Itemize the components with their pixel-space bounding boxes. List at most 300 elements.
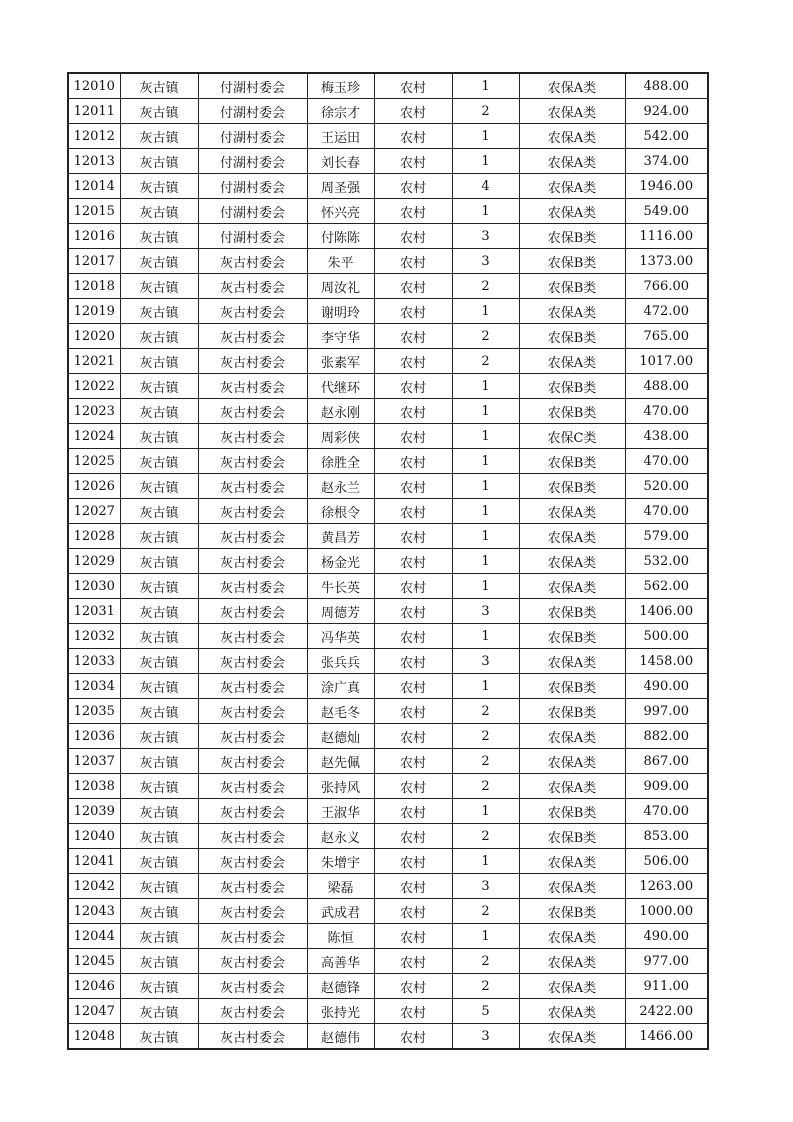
table-row bbox=[68, 799, 708, 824]
village-committee-cell: 灰古村委会 bbox=[198, 274, 307, 299]
village-committee-cell: 灰古村委会 bbox=[198, 749, 307, 774]
town-cell: 灰古镇 bbox=[120, 874, 198, 899]
village-committee-cell: 灰古村委会 bbox=[198, 774, 307, 799]
insurance-category-cell: 农保A类 bbox=[519, 299, 625, 324]
village-committee-cell: 灰古村委会 bbox=[198, 549, 307, 574]
town-cell: 灰古镇 bbox=[120, 549, 198, 574]
insurance-category-cell: 农保B类 bbox=[519, 474, 625, 499]
table-row bbox=[68, 674, 708, 699]
insurance-category-cell: 农保A类 bbox=[519, 749, 625, 774]
household-count-cell: 2 bbox=[452, 99, 519, 124]
table-row bbox=[68, 299, 708, 324]
household-count-cell: 2 bbox=[452, 974, 519, 999]
village-committee-cell: 付湖村委会 bbox=[198, 124, 307, 149]
household-count-cell: 4 bbox=[452, 174, 519, 199]
amount-cell: 1458.00 bbox=[625, 649, 708, 674]
record-id-cell: 12032 bbox=[68, 624, 120, 649]
amount-cell: 909.00 bbox=[625, 774, 708, 799]
table-row bbox=[68, 149, 708, 174]
area-type-cell: 农村 bbox=[374, 624, 452, 649]
insurance-category-cell: 农保B类 bbox=[519, 274, 625, 299]
town-cell: 灰古镇 bbox=[120, 424, 198, 449]
record-id-cell: 12034 bbox=[68, 674, 120, 699]
area-type-cell: 农村 bbox=[374, 849, 452, 874]
household-count-cell: 1 bbox=[452, 549, 519, 574]
name-cell: 陈恒 bbox=[307, 924, 374, 949]
village-committee-cell: 灰古村委会 bbox=[198, 649, 307, 674]
village-committee-cell: 灰古村委会 bbox=[198, 999, 307, 1024]
table-row bbox=[68, 349, 708, 374]
village-committee-cell: 灰古村委会 bbox=[198, 574, 307, 599]
amount-cell: 490.00 bbox=[625, 924, 708, 949]
amount-cell: 549.00 bbox=[625, 199, 708, 224]
area-type-cell: 农村 bbox=[374, 149, 452, 174]
table-row bbox=[68, 424, 708, 449]
insurance-category-cell: 农保B类 bbox=[519, 824, 625, 849]
record-id-cell: 12027 bbox=[68, 499, 120, 524]
table-body bbox=[68, 73, 708, 1049]
insurance-category-cell: 农保A类 bbox=[519, 549, 625, 574]
name-cell: 周圣强 bbox=[307, 174, 374, 199]
record-id-cell: 12021 bbox=[68, 349, 120, 374]
name-cell: 周汝礼 bbox=[307, 274, 374, 299]
table-row bbox=[68, 699, 708, 724]
insurance-category-cell: 农保A类 bbox=[519, 924, 625, 949]
household-count-cell: 1 bbox=[452, 799, 519, 824]
record-id-cell: 12040 bbox=[68, 824, 120, 849]
area-type-cell: 农村 bbox=[374, 474, 452, 499]
amount-cell: 470.00 bbox=[625, 799, 708, 824]
town-cell: 灰古镇 bbox=[120, 899, 198, 924]
name-cell: 赵先佩 bbox=[307, 749, 374, 774]
town-cell: 灰古镇 bbox=[120, 499, 198, 524]
record-id-cell: 12023 bbox=[68, 399, 120, 424]
name-cell: 冯华英 bbox=[307, 624, 374, 649]
insurance-category-cell: 农保A类 bbox=[519, 349, 625, 374]
village-committee-cell: 付湖村委会 bbox=[198, 99, 307, 124]
village-committee-cell: 灰古村委会 bbox=[198, 824, 307, 849]
name-cell: 王淑华 bbox=[307, 799, 374, 824]
name-cell: 赵永兰 bbox=[307, 474, 374, 499]
insurance-category-cell: 农保A类 bbox=[519, 174, 625, 199]
household-count-cell: 1 bbox=[452, 674, 519, 699]
table-row bbox=[68, 724, 708, 749]
amount-cell: 1406.00 bbox=[625, 599, 708, 624]
household-count-cell: 3 bbox=[452, 224, 519, 249]
record-id-cell: 12011 bbox=[68, 99, 120, 124]
area-type-cell: 农村 bbox=[374, 599, 452, 624]
village-committee-cell: 灰古村委会 bbox=[198, 349, 307, 374]
table-row bbox=[68, 374, 708, 399]
amount-cell: 438.00 bbox=[625, 424, 708, 449]
amount-cell: 997.00 bbox=[625, 699, 708, 724]
name-cell: 涂广真 bbox=[307, 674, 374, 699]
town-cell: 灰古镇 bbox=[120, 224, 198, 249]
table-row bbox=[68, 849, 708, 874]
record-id-cell: 12046 bbox=[68, 974, 120, 999]
area-type-cell: 农村 bbox=[374, 449, 452, 474]
record-id-cell: 12041 bbox=[68, 849, 120, 874]
area-type-cell: 农村 bbox=[374, 924, 452, 949]
household-count-cell: 2 bbox=[452, 899, 519, 924]
table-row bbox=[68, 73, 708, 99]
household-count-cell: 5 bbox=[452, 999, 519, 1024]
record-id-cell: 12043 bbox=[68, 899, 120, 924]
amount-cell: 1263.00 bbox=[625, 874, 708, 899]
record-id-cell: 12026 bbox=[68, 474, 120, 499]
record-id-cell: 12047 bbox=[68, 999, 120, 1024]
record-id-cell: 12014 bbox=[68, 174, 120, 199]
household-count-cell: 1 bbox=[452, 849, 519, 874]
table-row bbox=[68, 274, 708, 299]
area-type-cell: 农村 bbox=[374, 974, 452, 999]
town-cell: 灰古镇 bbox=[120, 524, 198, 549]
record-id-cell: 12019 bbox=[68, 299, 120, 324]
household-count-cell: 2 bbox=[452, 274, 519, 299]
area-type-cell: 农村 bbox=[374, 324, 452, 349]
record-id-cell: 12016 bbox=[68, 224, 120, 249]
insurance-category-cell: 农保A类 bbox=[519, 124, 625, 149]
amount-cell: 1373.00 bbox=[625, 249, 708, 274]
town-cell: 灰古镇 bbox=[120, 699, 198, 724]
town-cell: 灰古镇 bbox=[120, 599, 198, 624]
insurance-category-cell: 农保A类 bbox=[519, 1024, 625, 1050]
name-cell: 赵德锋 bbox=[307, 974, 374, 999]
household-count-cell: 1 bbox=[452, 624, 519, 649]
name-cell: 周德芳 bbox=[307, 599, 374, 624]
area-type-cell: 农村 bbox=[374, 724, 452, 749]
town-cell: 灰古镇 bbox=[120, 724, 198, 749]
town-cell: 灰古镇 bbox=[120, 949, 198, 974]
table-row bbox=[68, 324, 708, 349]
name-cell: 梅玉珍 bbox=[307, 73, 374, 99]
name-cell: 怀兴亮 bbox=[307, 199, 374, 224]
table-row bbox=[68, 199, 708, 224]
town-cell: 灰古镇 bbox=[120, 199, 198, 224]
household-count-cell: 2 bbox=[452, 724, 519, 749]
area-type-cell: 农村 bbox=[374, 299, 452, 324]
household-count-cell: 3 bbox=[452, 1024, 519, 1050]
amount-cell: 488.00 bbox=[625, 73, 708, 99]
name-cell: 徐根令 bbox=[307, 499, 374, 524]
village-committee-cell: 灰古村委会 bbox=[198, 674, 307, 699]
town-cell: 灰古镇 bbox=[120, 124, 198, 149]
table-row bbox=[68, 549, 708, 574]
area-type-cell: 农村 bbox=[374, 374, 452, 399]
village-committee-cell: 付湖村委会 bbox=[198, 199, 307, 224]
town-cell: 灰古镇 bbox=[120, 73, 198, 99]
name-cell: 李守华 bbox=[307, 324, 374, 349]
record-id-cell: 12031 bbox=[68, 599, 120, 624]
amount-cell: 1000.00 bbox=[625, 899, 708, 924]
area-type-cell: 农村 bbox=[374, 224, 452, 249]
area-type-cell: 农村 bbox=[374, 774, 452, 799]
record-id-cell: 12020 bbox=[68, 324, 120, 349]
village-committee-cell: 付湖村委会 bbox=[198, 73, 307, 99]
record-id-cell: 12038 bbox=[68, 774, 120, 799]
town-cell: 灰古镇 bbox=[120, 574, 198, 599]
record-id-cell: 12030 bbox=[68, 574, 120, 599]
insurance-category-cell: 农保A类 bbox=[519, 949, 625, 974]
household-count-cell: 1 bbox=[452, 474, 519, 499]
household-count-cell: 1 bbox=[452, 524, 519, 549]
name-cell: 武成君 bbox=[307, 899, 374, 924]
table-row bbox=[68, 949, 708, 974]
town-cell: 灰古镇 bbox=[120, 799, 198, 824]
records-table bbox=[67, 72, 709, 1050]
amount-cell: 1116.00 bbox=[625, 224, 708, 249]
amount-cell: 1466.00 bbox=[625, 1024, 708, 1050]
name-cell: 周彩侠 bbox=[307, 424, 374, 449]
town-cell: 灰古镇 bbox=[120, 249, 198, 274]
insurance-category-cell: 农保A类 bbox=[519, 774, 625, 799]
name-cell: 朱平 bbox=[307, 249, 374, 274]
village-committee-cell: 灰古村委会 bbox=[198, 849, 307, 874]
area-type-cell: 农村 bbox=[374, 174, 452, 199]
amount-cell: 470.00 bbox=[625, 449, 708, 474]
table-row bbox=[68, 974, 708, 999]
amount-cell: 1017.00 bbox=[625, 349, 708, 374]
insurance-category-cell: 农保B类 bbox=[519, 799, 625, 824]
village-committee-cell: 灰古村委会 bbox=[198, 424, 307, 449]
amount-cell: 472.00 bbox=[625, 299, 708, 324]
table-row bbox=[68, 574, 708, 599]
name-cell: 张兵兵 bbox=[307, 649, 374, 674]
amount-cell: 2422.00 bbox=[625, 999, 708, 1024]
household-count-cell: 1 bbox=[452, 449, 519, 474]
record-id-cell: 12029 bbox=[68, 549, 120, 574]
table-row bbox=[68, 624, 708, 649]
insurance-category-cell: 农保A类 bbox=[519, 499, 625, 524]
insurance-category-cell: 农保B类 bbox=[519, 599, 625, 624]
insurance-category-cell: 农保A类 bbox=[519, 999, 625, 1024]
area-type-cell: 农村 bbox=[374, 999, 452, 1024]
table-row bbox=[68, 599, 708, 624]
household-count-cell: 2 bbox=[452, 949, 519, 974]
insurance-category-cell: 农保A类 bbox=[519, 73, 625, 99]
insurance-category-cell: 农保B类 bbox=[519, 374, 625, 399]
name-cell: 牛长英 bbox=[307, 574, 374, 599]
household-count-cell: 2 bbox=[452, 349, 519, 374]
household-count-cell: 1 bbox=[452, 374, 519, 399]
village-committee-cell: 灰古村委会 bbox=[198, 724, 307, 749]
amount-cell: 924.00 bbox=[625, 99, 708, 124]
insurance-category-cell: 农保B类 bbox=[519, 399, 625, 424]
household-count-cell: 1 bbox=[452, 499, 519, 524]
name-cell: 徐胜全 bbox=[307, 449, 374, 474]
village-committee-cell: 灰古村委会 bbox=[198, 524, 307, 549]
village-committee-cell: 灰古村委会 bbox=[198, 624, 307, 649]
table-row bbox=[68, 824, 708, 849]
village-committee-cell: 灰古村委会 bbox=[198, 399, 307, 424]
name-cell: 黄昌芳 bbox=[307, 524, 374, 549]
area-type-cell: 农村 bbox=[374, 199, 452, 224]
area-type-cell: 农村 bbox=[374, 899, 452, 924]
table-row bbox=[68, 999, 708, 1024]
amount-cell: 579.00 bbox=[625, 524, 708, 549]
record-id-cell: 12015 bbox=[68, 199, 120, 224]
table-row bbox=[68, 1024, 708, 1050]
town-cell: 灰古镇 bbox=[120, 299, 198, 324]
insurance-category-cell: 农保B类 bbox=[519, 624, 625, 649]
household-count-cell: 3 bbox=[452, 249, 519, 274]
amount-cell: 470.00 bbox=[625, 499, 708, 524]
village-committee-cell: 灰古村委会 bbox=[198, 449, 307, 474]
area-type-cell: 农村 bbox=[374, 1024, 452, 1050]
table-row bbox=[68, 499, 708, 524]
name-cell: 赵永刚 bbox=[307, 399, 374, 424]
amount-cell: 853.00 bbox=[625, 824, 708, 849]
household-count-cell: 2 bbox=[452, 324, 519, 349]
village-committee-cell: 灰古村委会 bbox=[198, 374, 307, 399]
record-id-cell: 12018 bbox=[68, 274, 120, 299]
area-type-cell: 农村 bbox=[374, 99, 452, 124]
household-count-cell: 1 bbox=[452, 199, 519, 224]
table-row bbox=[68, 224, 708, 249]
household-count-cell: 1 bbox=[452, 924, 519, 949]
village-committee-cell: 灰古村委会 bbox=[198, 874, 307, 899]
household-count-cell: 3 bbox=[452, 874, 519, 899]
table-row bbox=[68, 124, 708, 149]
amount-cell: 766.00 bbox=[625, 274, 708, 299]
town-cell: 灰古镇 bbox=[120, 974, 198, 999]
record-id-cell: 12017 bbox=[68, 249, 120, 274]
amount-cell: 532.00 bbox=[625, 549, 708, 574]
record-id-cell: 12033 bbox=[68, 649, 120, 674]
record-id-cell: 12035 bbox=[68, 699, 120, 724]
insurance-category-cell: 农保A类 bbox=[519, 574, 625, 599]
household-count-cell: 1 bbox=[452, 124, 519, 149]
name-cell: 代继环 bbox=[307, 374, 374, 399]
record-id-cell: 12039 bbox=[68, 799, 120, 824]
town-cell: 灰古镇 bbox=[120, 749, 198, 774]
insurance-category-cell: 农保A类 bbox=[519, 199, 625, 224]
amount-cell: 500.00 bbox=[625, 624, 708, 649]
table-row bbox=[68, 749, 708, 774]
record-id-cell: 12028 bbox=[68, 524, 120, 549]
insurance-category-cell: 农保A类 bbox=[519, 524, 625, 549]
insurance-category-cell: 农保B类 bbox=[519, 449, 625, 474]
household-count-cell: 1 bbox=[452, 399, 519, 424]
insurance-category-cell: 农保B类 bbox=[519, 224, 625, 249]
village-committee-cell: 灰古村委会 bbox=[198, 474, 307, 499]
village-committee-cell: 灰古村委会 bbox=[198, 974, 307, 999]
town-cell: 灰古镇 bbox=[120, 449, 198, 474]
town-cell: 灰古镇 bbox=[120, 274, 198, 299]
table-row bbox=[68, 174, 708, 199]
amount-cell: 520.00 bbox=[625, 474, 708, 499]
village-committee-cell: 灰古村委会 bbox=[198, 699, 307, 724]
name-cell: 徐宗才 bbox=[307, 99, 374, 124]
insurance-category-cell: 农保A类 bbox=[519, 149, 625, 174]
table-row bbox=[68, 649, 708, 674]
insurance-category-cell: 农保B类 bbox=[519, 699, 625, 724]
insurance-category-cell: 农保A类 bbox=[519, 99, 625, 124]
table-row bbox=[68, 399, 708, 424]
household-count-cell: 1 bbox=[452, 73, 519, 99]
name-cell: 赵德伟 bbox=[307, 1024, 374, 1050]
village-committee-cell: 付湖村委会 bbox=[198, 149, 307, 174]
area-type-cell: 农村 bbox=[374, 874, 452, 899]
insurance-category-cell: 农保B类 bbox=[519, 324, 625, 349]
table-row bbox=[68, 899, 708, 924]
amount-cell: 488.00 bbox=[625, 374, 708, 399]
table-row bbox=[68, 449, 708, 474]
area-type-cell: 农村 bbox=[374, 674, 452, 699]
area-type-cell: 农村 bbox=[374, 124, 452, 149]
area-type-cell: 农村 bbox=[374, 749, 452, 774]
area-type-cell: 农村 bbox=[374, 499, 452, 524]
table-row bbox=[68, 924, 708, 949]
amount-cell: 1946.00 bbox=[625, 174, 708, 199]
amount-cell: 765.00 bbox=[625, 324, 708, 349]
area-type-cell: 农村 bbox=[374, 549, 452, 574]
table-row bbox=[68, 774, 708, 799]
amount-cell: 542.00 bbox=[625, 124, 708, 149]
town-cell: 灰古镇 bbox=[120, 774, 198, 799]
village-committee-cell: 灰古村委会 bbox=[198, 324, 307, 349]
household-count-cell: 1 bbox=[452, 149, 519, 174]
table-row bbox=[68, 524, 708, 549]
household-count-cell: 3 bbox=[452, 649, 519, 674]
town-cell: 灰古镇 bbox=[120, 624, 198, 649]
name-cell: 张持风 bbox=[307, 774, 374, 799]
household-count-cell: 2 bbox=[452, 749, 519, 774]
record-id-cell: 12044 bbox=[68, 924, 120, 949]
insurance-category-cell: 农保A类 bbox=[519, 974, 625, 999]
town-cell: 灰古镇 bbox=[120, 849, 198, 874]
table-row bbox=[68, 99, 708, 124]
record-id-cell: 12012 bbox=[68, 124, 120, 149]
name-cell: 谢明玲 bbox=[307, 299, 374, 324]
household-count-cell: 1 bbox=[452, 574, 519, 599]
town-cell: 灰古镇 bbox=[120, 374, 198, 399]
town-cell: 灰古镇 bbox=[120, 399, 198, 424]
area-type-cell: 农村 bbox=[374, 574, 452, 599]
amount-cell: 490.00 bbox=[625, 674, 708, 699]
record-id-cell: 12048 bbox=[68, 1024, 120, 1050]
household-count-cell: 1 bbox=[452, 424, 519, 449]
town-cell: 灰古镇 bbox=[120, 174, 198, 199]
name-cell: 刘长春 bbox=[307, 149, 374, 174]
name-cell: 高善华 bbox=[307, 949, 374, 974]
insurance-category-cell: 农保C类 bbox=[519, 424, 625, 449]
amount-cell: 374.00 bbox=[625, 149, 708, 174]
village-committee-cell: 灰古村委会 bbox=[198, 949, 307, 974]
insurance-category-cell: 农保A类 bbox=[519, 649, 625, 674]
town-cell: 灰古镇 bbox=[120, 1024, 198, 1050]
name-cell: 张持光 bbox=[307, 999, 374, 1024]
area-type-cell: 农村 bbox=[374, 799, 452, 824]
area-type-cell: 农村 bbox=[374, 73, 452, 99]
record-id-cell: 12024 bbox=[68, 424, 120, 449]
area-type-cell: 农村 bbox=[374, 649, 452, 674]
amount-cell: 506.00 bbox=[625, 849, 708, 874]
village-committee-cell: 灰古村委会 bbox=[198, 799, 307, 824]
name-cell: 赵毛冬 bbox=[307, 699, 374, 724]
household-count-cell: 2 bbox=[452, 699, 519, 724]
amount-cell: 977.00 bbox=[625, 949, 708, 974]
household-count-cell: 2 bbox=[452, 774, 519, 799]
household-count-cell: 1 bbox=[452, 299, 519, 324]
village-committee-cell: 灰古村委会 bbox=[198, 1024, 307, 1050]
name-cell: 赵德灿 bbox=[307, 724, 374, 749]
record-id-cell: 12025 bbox=[68, 449, 120, 474]
village-committee-cell: 灰古村委会 bbox=[198, 249, 307, 274]
record-id-cell: 12010 bbox=[68, 73, 120, 99]
insurance-category-cell: 农保A类 bbox=[519, 724, 625, 749]
area-type-cell: 农村 bbox=[374, 349, 452, 374]
